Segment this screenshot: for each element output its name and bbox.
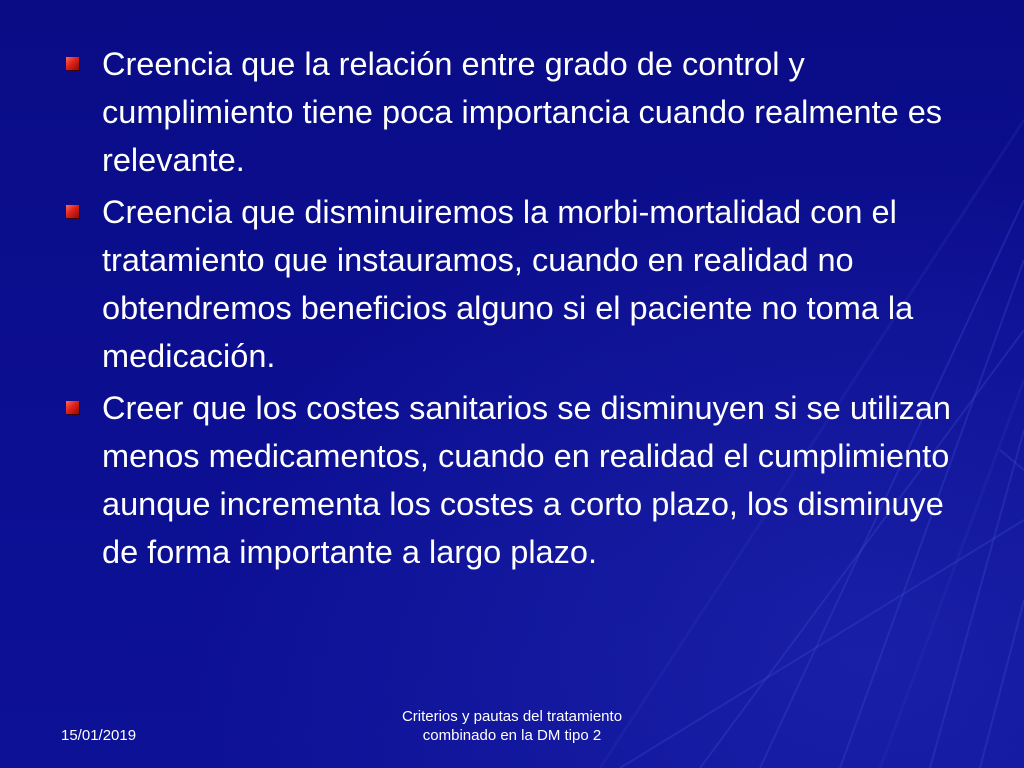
footer-title-line: Criterios y pautas del tratamiento <box>401 708 623 725</box>
bullet-item <box>62 40 982 184</box>
footer-title-line: combinado en la DM tipo 2 <box>422 727 602 744</box>
red-square-bullet-icon <box>66 205 79 218</box>
footer-title <box>362 707 662 745</box>
bullet-list <box>62 40 982 580</box>
bullet-text: Creer que los costes sanitarios se disminuyen si se utilizan menos medicamentos, cuando en realidad el cumplimiento aunque incrementa los costes a corto plazo, los disminuye de forma importante a largo plazo. <box>102 390 951 570</box>
red-square-bullet-icon <box>66 401 79 414</box>
footer-date: 15/01/2019 <box>61 727 137 744</box>
bullet-item <box>62 188 982 380</box>
red-square-bullet-icon <box>66 57 79 70</box>
bullet-text: Creencia que la relación entre grado de control y cumplimiento tiene poca importancia cuando realmente es relevante. <box>102 46 943 178</box>
bullet-item <box>62 384 982 576</box>
bullet-text: Creencia que disminuiremos la morbi-mortalidad con el tratamiento que instauramos, cuando en realidad no obtendremos beneficios alguno si el paciente no toma la medicación. <box>102 194 914 374</box>
